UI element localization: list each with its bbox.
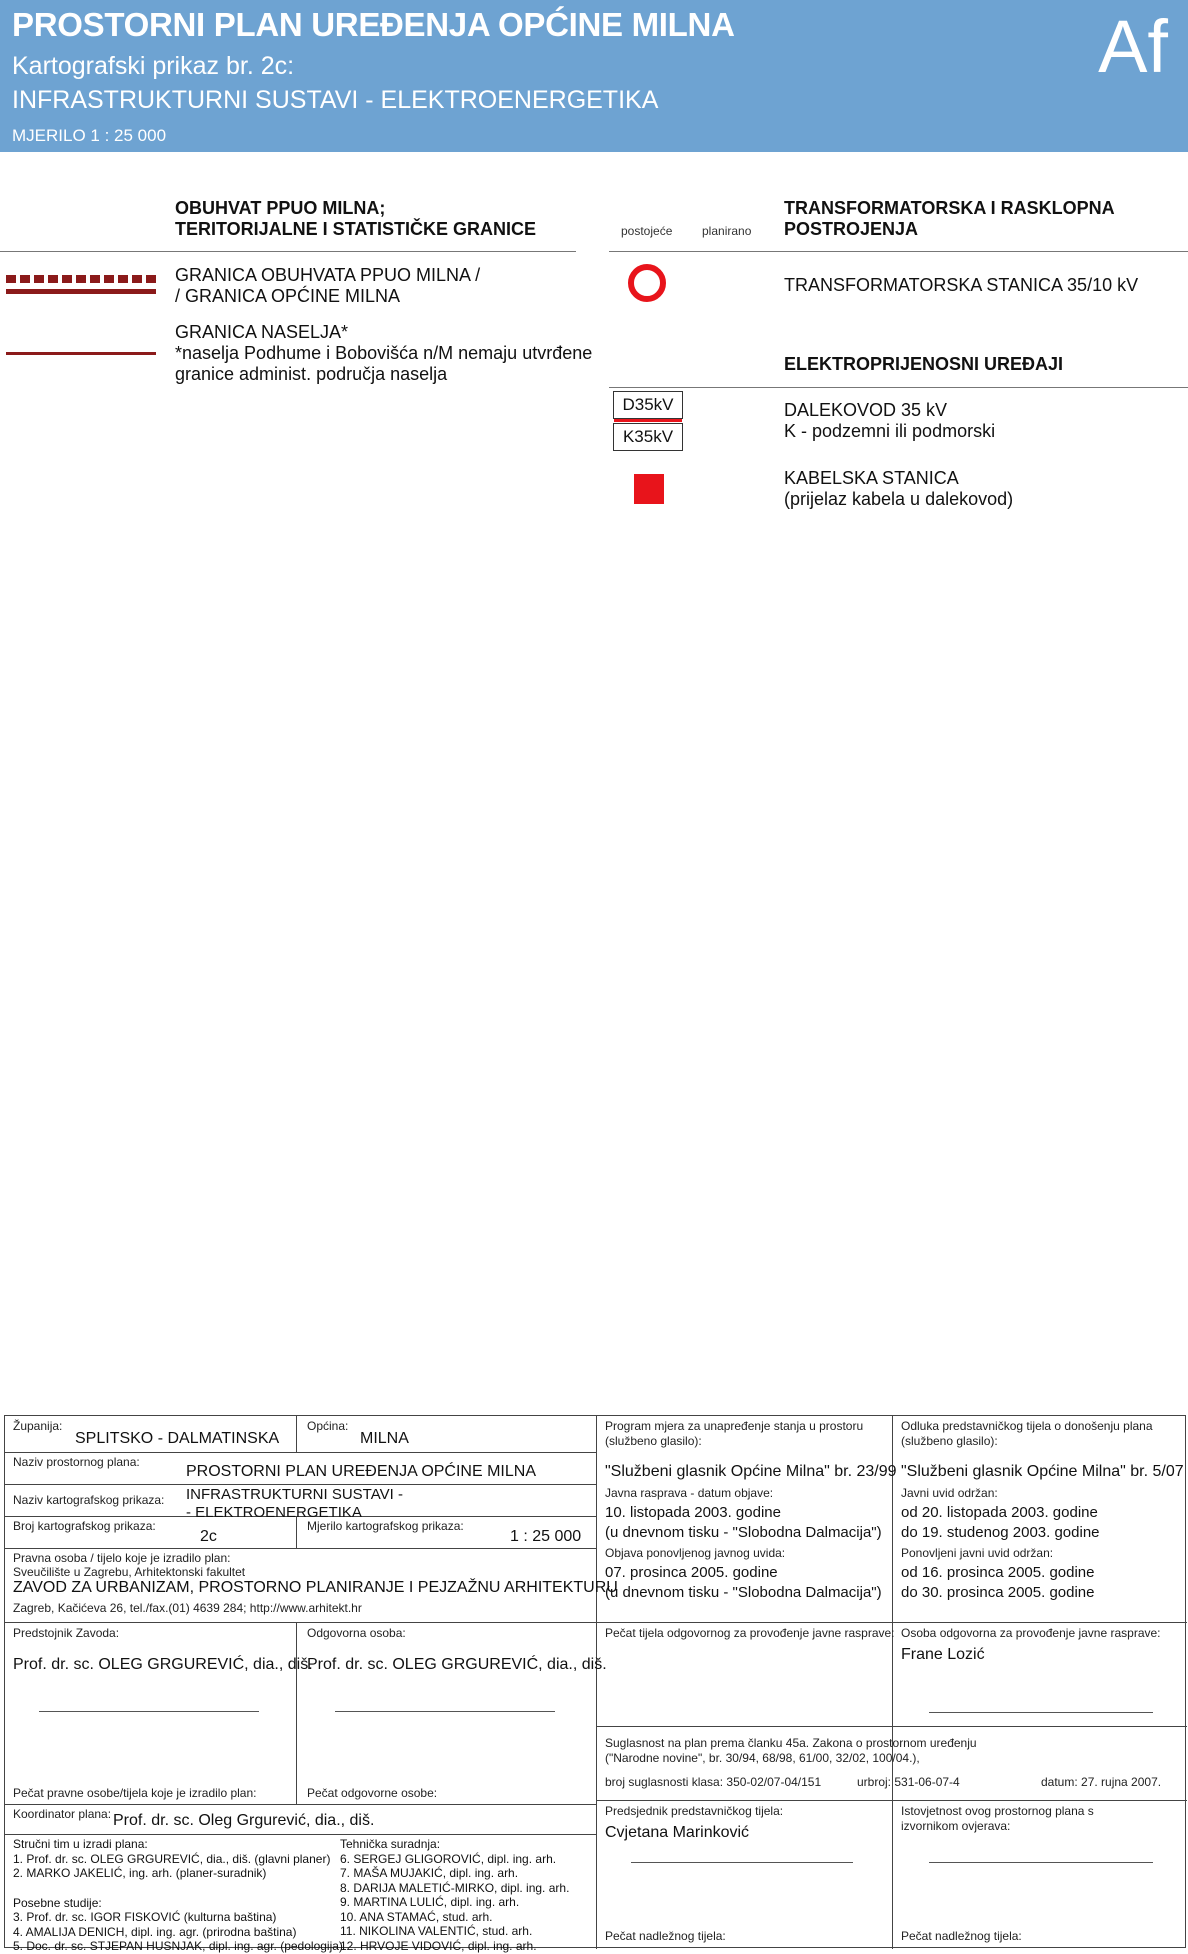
cable-station-icon bbox=[634, 474, 664, 504]
signature-line bbox=[929, 1712, 1153, 1713]
decision-label-1: Odluka predstavničkog tijela o donošenju plana bbox=[901, 1419, 1153, 1433]
plan-title: PROSTORNI PLAN UREĐENJA OPĆINE MILNA bbox=[12, 6, 735, 43]
public-inspection-from: od 20. listopada 2003. godine bbox=[901, 1504, 1098, 1521]
overhead-line-code: D35kV bbox=[622, 395, 674, 414]
legend-cable-station bbox=[784, 468, 1013, 510]
team-member: 8. DARIJA MALETIĆ-MIRKO, dipl. ing. arh. bbox=[340, 1880, 570, 1895]
team-member: 1. Prof. dr. sc. OLEG GRGUREVIĆ, dia., diš. (glavni planer) bbox=[13, 1851, 331, 1866]
county-value: SPLITSKO - DALMATINSKA bbox=[75, 1430, 280, 1447]
authority-stamp-label-2: Pečat nadležnog tijela: bbox=[901, 1929, 1022, 1943]
plan-name-value: PROSTORNI PLAN UREĐENJA OPĆINE MILNA bbox=[186, 1463, 536, 1480]
decision-label bbox=[901, 1419, 1153, 1449]
team-member: 3. Prof. dr. sc. IGOR FISKOVIĆ (kulturna baština) bbox=[13, 1910, 277, 1924]
authenticity-label-1: Istovjetnost ovog prostornog plana s bbox=[901, 1804, 1094, 1818]
map-scale-label: Mjerilo kartografskog prikaza: bbox=[307, 1519, 464, 1533]
consent-text bbox=[605, 1736, 977, 1766]
map-name-value-1: INFRASTRUKTURNI SUSTAVI - bbox=[186, 1486, 403, 1503]
signature-line bbox=[631, 1862, 853, 1863]
head-of-institute-label: Predstojnik Zavoda: bbox=[13, 1626, 120, 1640]
signature-line bbox=[335, 1711, 555, 1712]
team-member: 10. ANA STAMAĆ, stud. arh. bbox=[340, 1909, 493, 1924]
municipality-value: MILNA bbox=[360, 1430, 409, 1447]
transformer-station-icon bbox=[628, 264, 666, 302]
map-number-label: Broj kartografskog prikaza: bbox=[13, 1519, 156, 1533]
authority-stamp-label-1: Pečat nadležnog tijela: bbox=[605, 1929, 726, 1943]
divider bbox=[609, 387, 1188, 388]
coordinator-value: Prof. dr. sc. Oleg Grgurević, dia., diš. bbox=[113, 1812, 375, 1829]
public-debate-label: Javna rasprava - datum objave: bbox=[605, 1486, 774, 1500]
debate-person-label: Osoba odgovorna za provođenje javne rasprave: bbox=[901, 1626, 1161, 1640]
team-member: 4. AMALIJA DENICH, dipl. ing. agr. (prirodna baština) bbox=[13, 1924, 297, 1939]
team-list-right bbox=[340, 1837, 569, 1953]
team-member: 7. MAŠA MUJAKIĆ, dipl. ing. arh. bbox=[340, 1866, 519, 1880]
legend-item-2-line-2: *naselja Podhume i Bobovišća n/M nemaju utvrđene bbox=[175, 343, 593, 363]
debate-stamp-label: Pečat tijela odgovornog za provođenje javne rasprave: bbox=[605, 1626, 895, 1640]
repeated-inspection-to: do 30. prosinca 2005. godine bbox=[901, 1584, 1095, 1601]
legend-left-heading-2: TERITORIJALNE I STATISTIČKE GRANICE bbox=[175, 219, 537, 239]
legend-item-1-line-2: / GRANICA OPĆINE MILNA bbox=[175, 286, 401, 306]
cable-station-label-2: (prijelaz kabela u dalekovod) bbox=[784, 489, 1014, 509]
program-label-2: (službeno glasilo): bbox=[605, 1434, 702, 1448]
underground-line-code: K35kV bbox=[622, 427, 674, 446]
legend-left-heading bbox=[175, 198, 536, 240]
public-debate-value bbox=[605, 1503, 882, 1543]
header-banner bbox=[0, 0, 1188, 152]
underground-line-symbol bbox=[613, 423, 683, 451]
consent-class: broj suglasnosti klasa: 350-02/07-04/151 bbox=[605, 1775, 822, 1789]
team-member: 6. SERGEJ GLIGOROVIĆ, dipl. ing. arh. bbox=[340, 1851, 557, 1866]
decision-label-2: (službeno glasilo): bbox=[901, 1434, 998, 1448]
legal-entity-stamp-label: Pečat pravne osobe/tijela koje je izradilo plan: bbox=[13, 1786, 257, 1800]
special-studies-heading: Posebne studije: bbox=[13, 1895, 102, 1910]
team-member: 12. HRVOJE VIDOVIĆ, dipl. ing. arh. bbox=[340, 1938, 537, 1953]
column-planned: planirano bbox=[702, 224, 752, 238]
legend-item-2-line-3: granice administ. područja naselja bbox=[175, 364, 448, 384]
legend-item-settlement-boundary bbox=[175, 322, 592, 385]
head-of-institute-value: Prof. dr. sc. OLEG GRGUREVIĆ, dia., diš. bbox=[13, 1656, 313, 1673]
power-line-label-2: K - podzemni ili podmorski bbox=[784, 421, 996, 441]
column-existing: postojeće bbox=[621, 224, 673, 238]
repeated-notice-value bbox=[605, 1563, 882, 1603]
legend-item-municipality-boundary bbox=[175, 265, 480, 307]
map-name-value-2: - ELEKTROENERGETIKA bbox=[186, 1504, 362, 1521]
institute-address: Zagreb, Kačićeva 26, tel./fax.(01) 4639 284; http://www.arhitekt.hr bbox=[13, 1601, 362, 1615]
map-number-value: 2c bbox=[200, 1528, 217, 1545]
responsible-person-value: Prof. dr. sc. OLEG GRGUREVIĆ, dia., diš. bbox=[307, 1656, 607, 1673]
team-member: 2. MARKO JAKELIĆ, ing. arh. (planer-suradnik) bbox=[13, 1866, 267, 1880]
debate-person-value: Frane Lozić bbox=[901, 1646, 985, 1663]
technical-heading: Tehnička suradnja: bbox=[340, 1837, 441, 1851]
program-label bbox=[605, 1419, 863, 1449]
legend-right-heading-1: TRANSFORMATORSKA I RASKLOPNA bbox=[784, 198, 1115, 218]
team-heading: Stručni tim u izradi plana: bbox=[13, 1837, 148, 1851]
team-member: 11. NIKOLINA VALENTIĆ, stud. arh. bbox=[340, 1924, 533, 1938]
council-president-label: Predsjednik predstavničkog tijela: bbox=[605, 1804, 784, 1818]
repeated-inspection-label: Ponovljeni javni uvid održan: bbox=[901, 1546, 1054, 1560]
map-number: Kartografski prikaz br. 2c: bbox=[12, 52, 295, 80]
legend-transmission-heading: ELEKTROPRIJENOSNI UREĐAJI bbox=[784, 354, 1064, 374]
legal-entity-label: Pravna osoba / tijelo koje je izradilo plan: bbox=[13, 1551, 231, 1565]
public-debate-date: 10. listopada 2003. godine bbox=[605, 1504, 781, 1521]
overhead-line-symbol bbox=[613, 391, 683, 419]
authenticity-label bbox=[901, 1804, 1094, 1834]
repeated-notice-date: 07. prosinca 2005. godine bbox=[605, 1564, 778, 1581]
institute-name: ZAVOD ZA URBANIZAM, PROSTORNO PLANIRANJE I PEJZAŽNU ARHITEKTURU bbox=[13, 1579, 618, 1596]
legend-left-heading-1: OBUHVAT PPUO MILNA; bbox=[175, 198, 386, 218]
divider bbox=[0, 251, 576, 252]
legend-item-1-line-1: GRANICA OBUHVATA PPUO MILNA / bbox=[175, 265, 481, 285]
team-member: 5. Doc. dr. sc. STJEPAN HUSNJAK, dipl. ing. agr. (pedologija) bbox=[13, 1939, 343, 1953]
county-label: Županija: bbox=[13, 1419, 63, 1433]
responsible-person-label: Odgovorna osoba: bbox=[307, 1626, 406, 1640]
decision-value: "Službeni glasnik Općine Milna" br. 5/07 bbox=[901, 1463, 1184, 1480]
authenticity-label-2: izvornikom ovjerava: bbox=[901, 1819, 1011, 1833]
legend-power-line bbox=[784, 400, 995, 442]
responsible-stamp-label: Pečat odgovorne osobe: bbox=[307, 1786, 438, 1800]
map-subject: INFRASTRUKTURNI SUSTAVI - ELEKTROENERGETIKA bbox=[12, 86, 659, 114]
power-line-label-1: DALEKOVOD 35 kV bbox=[784, 400, 948, 420]
repeated-inspection-from: od 16. prosinca 2005. godine bbox=[901, 1564, 1095, 1581]
title-block bbox=[4, 1415, 1186, 1953]
consent-date: datum: 27. rujna 2007. bbox=[1041, 1775, 1162, 1789]
signature-line bbox=[39, 1711, 259, 1712]
map-code: Af bbox=[1098, 5, 1168, 88]
public-inspection-label: Javni uvid održan: bbox=[901, 1486, 998, 1500]
legend-transformer-station: TRANSFORMATORSKA STANICA 35/10 kV bbox=[784, 275, 1139, 295]
team-list-left bbox=[13, 1837, 343, 1954]
coordinator-label: Koordinator plana: bbox=[13, 1807, 112, 1821]
plan-name-label: Naziv prostornog plana: bbox=[13, 1455, 140, 1469]
signature-line bbox=[929, 1862, 1153, 1863]
settlement-boundary-symbol bbox=[6, 352, 156, 355]
program-label-1: Program mjera za unapređenje stanja u prostoru bbox=[605, 1419, 864, 1433]
consent-urbroj: urbroj: 531-06-07-4 bbox=[857, 1775, 960, 1789]
program-value: "Službeni glasnik Općine Milna" br. 23/99 bbox=[605, 1463, 897, 1480]
team-member: 9. MARTINA LULIĆ, dipl. ing. arh. bbox=[340, 1895, 520, 1909]
map-name-label: Naziv kartografskog prikaza: bbox=[13, 1493, 165, 1507]
public-inspection-to: do 19. studenog 2003. godine bbox=[901, 1524, 1100, 1541]
university-line: Sveučilište u Zagrebu, Arhitektonski fakultet bbox=[13, 1565, 246, 1579]
council-president-value: Cvjetana Marinković bbox=[605, 1824, 750, 1841]
municipality-boundary-symbol bbox=[6, 275, 156, 297]
legend-right-heading bbox=[784, 198, 1115, 240]
public-debate-press: (u dnevnom tisku - "Slobodna Dalmacija") bbox=[605, 1524, 882, 1541]
divider bbox=[609, 251, 1188, 252]
cable-station-label-1: KABELSKA STANICA bbox=[784, 468, 959, 488]
repeated-notice-press: (u dnevnom tisku - "Slobodna Dalmacija") bbox=[605, 1584, 882, 1601]
public-inspection-value bbox=[901, 1503, 1100, 1543]
consent-line-2: ("Narodne novine", br. 30/94, 68/98, 61/00, 32/02, 100/04.), bbox=[605, 1751, 920, 1765]
consent-line-1: Suglasnost na plan prema članku 45a. Zakona o prostornom uređenju bbox=[605, 1736, 977, 1750]
map-name-value bbox=[186, 1486, 403, 1522]
map-scale: MJERILO 1 : 25 000 bbox=[12, 126, 167, 145]
repeated-notice-label: Objava ponovljenog javnog uvida: bbox=[605, 1546, 786, 1560]
municipality-label: Općina: bbox=[307, 1419, 349, 1433]
legend-right-heading-2: POSTROJENJA bbox=[784, 219, 919, 239]
legend-item-2-line-1: GRANICA NASELJA* bbox=[175, 322, 349, 342]
map-scale-value: 1 : 25 000 bbox=[510, 1528, 582, 1545]
repeated-inspection-value bbox=[901, 1563, 1094, 1603]
